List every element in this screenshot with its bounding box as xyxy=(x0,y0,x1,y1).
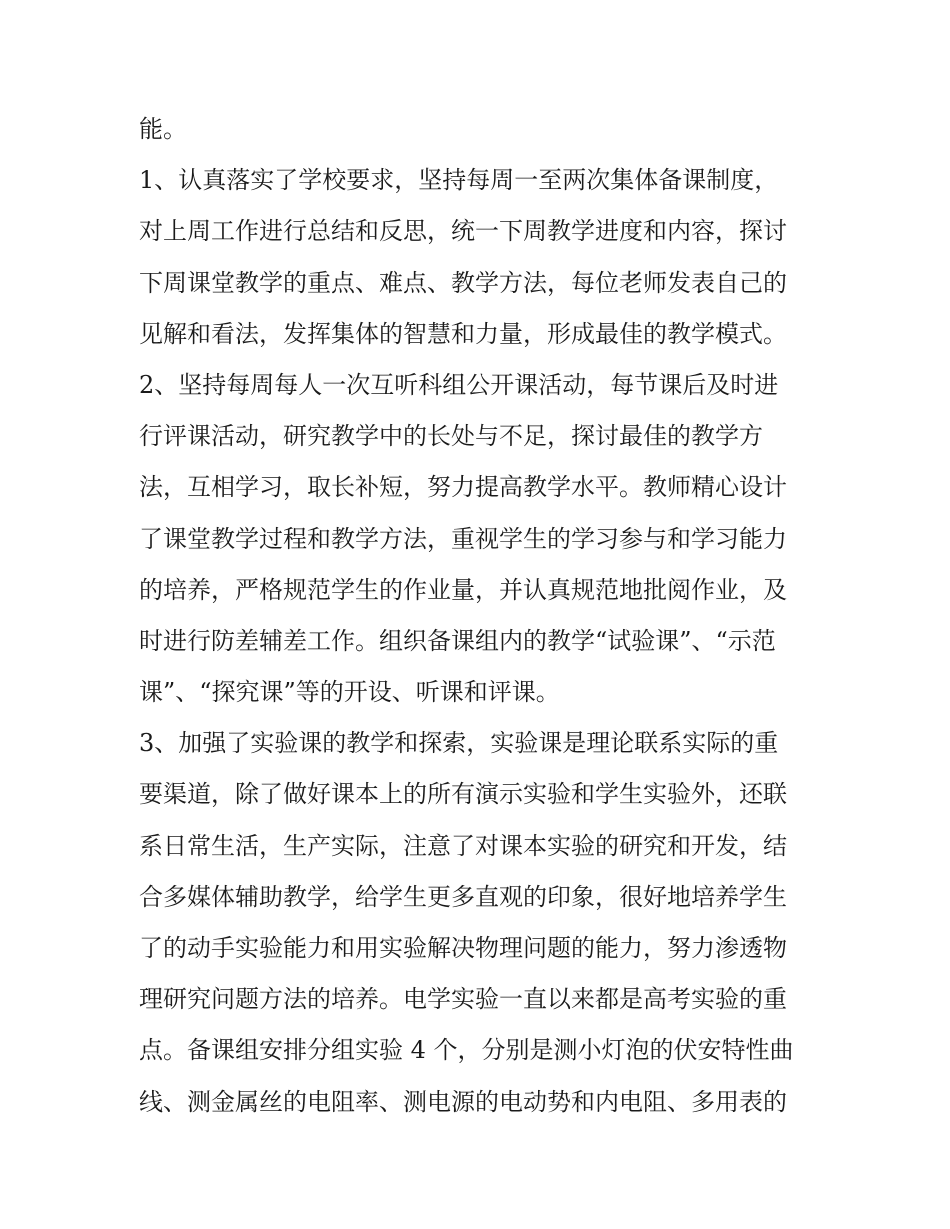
text-line: 理研究问题方法的培养。电学实验一直以来都是高考实验的重 xyxy=(139,985,787,1014)
text-line: 点。备课组安排分组实验 4 个，分别是测小灯泡的伏安特性曲 xyxy=(139,1036,794,1065)
text-line: 1、认真落实了学校要求，坚持每周一至两次集体备课制度， xyxy=(139,166,779,195)
text-line: 课”、“探究课”等的开设、听课和评课。 xyxy=(139,678,560,707)
text-line: 的培养，严格规范学生的作业量，并认真规范地批阅作业，及 xyxy=(139,575,787,604)
text-line: 下周课堂教学的重点、难点、教学方法，每位老师发表自己的 xyxy=(139,268,787,297)
text-line: 2、坚持每周每人一次互听科组公开课活动，每节课后及时进 xyxy=(139,370,779,399)
text-line: 对上周工作进行总结和反思，统一下周教学进度和内容，探讨 xyxy=(139,217,787,246)
text-line: 线、测金属丝的电阻率、测电源的电动势和内电阻、多用表的 xyxy=(139,1087,787,1116)
text-line: 行评课活动，研究教学中的长处与不足，探讨最佳的教学方 xyxy=(139,422,763,451)
text-line: 时进行防差辅差工作。组织备课组内的教学“试验课”、“示范 xyxy=(139,626,776,655)
text-line: 3、加强了实验课的教学和探索，实验课是理论联系实际的重 xyxy=(139,729,779,758)
text-line: 了的动手实验能力和用实验解决物理问题的能力，努力渗透物 xyxy=(139,934,787,962)
text-line: 了课堂教学过程和教学方法，重视学生的学习参与和学习能力 xyxy=(139,524,787,553)
text-line: 法，互相学习，取长补短，努力提高教学水平。教师精心设计 xyxy=(139,473,787,502)
text-line: 见解和看法，发挥集体的智慧和力量，形成最佳的教学模式。 xyxy=(139,319,787,348)
text-line: 系日常生活，生产实际，注意了对课本实验的研究和开发，结 xyxy=(139,831,787,860)
body-text xyxy=(139,104,819,1128)
text-line: 合多媒体辅助教学，给学生更多直观的印象，很好地培养学生 xyxy=(139,882,787,911)
text-line: 能。 xyxy=(139,115,187,143)
text-line: 要渠道，除了做好课本上的所有演示实验和学生实验外，还联 xyxy=(139,780,787,809)
